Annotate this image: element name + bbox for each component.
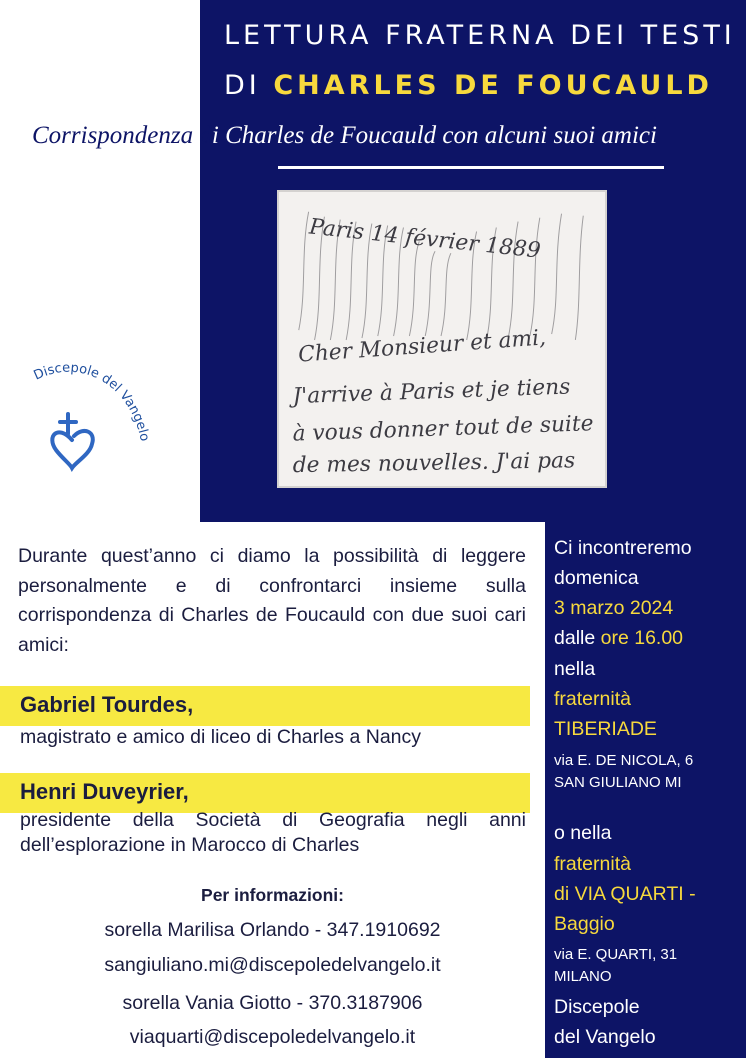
person-name: Gabriel Tourdes,: [20, 692, 194, 717]
subtitle-underline: [278, 166, 664, 169]
page-title-line-2: [224, 70, 713, 101]
subtitle-part-2: i Charles de Foucauld con alcuni suoi amici: [211, 122, 657, 149]
person-name: Henri Duveyrier,: [20, 779, 189, 804]
person-description: presidente della Società di Geografia negli anni dell’esplorazione in Marocco di Charles: [20, 809, 526, 856]
letter-salutation: Cher Monsieur et ami,: [297, 325, 547, 368]
subtitle: [32, 122, 732, 150]
venue-2-label: fraternità: [554, 853, 631, 875]
page-title-line-1: LETTURA FRATERNA DEI TESTI: [224, 20, 736, 51]
contact-email[interactable]: sangiuliano.mi@discepoledelvangelo.it: [104, 954, 441, 976]
event-intro-line: Ci incontreremo: [554, 537, 692, 559]
event-date: 3 marzo 2024: [554, 597, 674, 619]
subtitle-part-1: Corrispondenza d: [32, 122, 212, 149]
venue-1-label: fraternità: [554, 688, 631, 710]
signature-line-2: del Vangelo: [554, 1026, 656, 1048]
discepole-logo: [30, 358, 160, 486]
event-location-intro: nella: [554, 658, 596, 680]
letter-line-1: J'arrive à Paris et je tiens: [292, 374, 571, 410]
title-prefix: DI: [224, 70, 261, 101]
contact-email[interactable]: viaquarti@discepoledelvangelo.it: [129, 1026, 416, 1048]
handwritten-letter-image: [277, 190, 607, 488]
intro-paragraph: Durante quest’anno ci diamo la possibilità di leggere personalmente e di confrontarci insieme sulla corrispondenza di Charles de Foucauld con due suoi cari amici:: [18, 545, 526, 656]
signature-line-1: Discepole: [554, 996, 640, 1018]
venue-2-name: di VIA QUARTI -: [554, 883, 696, 905]
event-time-prefix: dalle: [554, 627, 596, 649]
venue-2-city: MILANO: [554, 968, 612, 985]
event-day: domenica: [554, 567, 639, 589]
letter-line-3: de mes nouvelles. J'ai pas: [292, 448, 576, 479]
contact-phone: sorella Marilisa Orlando - 347.1910692: [104, 919, 441, 941]
event-time: [554, 627, 683, 650]
info-heading: Per informazioni:: [201, 885, 344, 905]
svg-text:Discepole del Vangelo: [32, 361, 152, 443]
letter-date: Paris 14 février 1889: [308, 214, 542, 264]
heart-cross-icon: [52, 414, 92, 468]
venue-2-district: Baggio: [554, 913, 615, 935]
letter-line-2: à vous donner tout de suite: [292, 411, 594, 447]
contact-phone: sorella Vania Giotto - 370.3187906: [122, 992, 423, 1014]
logo-text: Discepole del Vangelo: [31, 360, 152, 443]
venue-1-address: via E. DE NICOLA, 6: [554, 752, 694, 769]
title-highlight: CHARLES DE FOUCAULD: [273, 70, 713, 101]
event-time-value: ore 16.00: [600, 627, 684, 649]
venue-2-address: via E. QUARTI, 31: [554, 946, 678, 963]
venue-1-name: TIBERIADE: [554, 718, 657, 740]
venue-1-city: SAN GIULIANO MI: [554, 774, 682, 791]
person-description: magistrato e amico di liceo di Charles a Nancy: [20, 726, 422, 748]
event-location-alt: o nella: [554, 822, 612, 844]
